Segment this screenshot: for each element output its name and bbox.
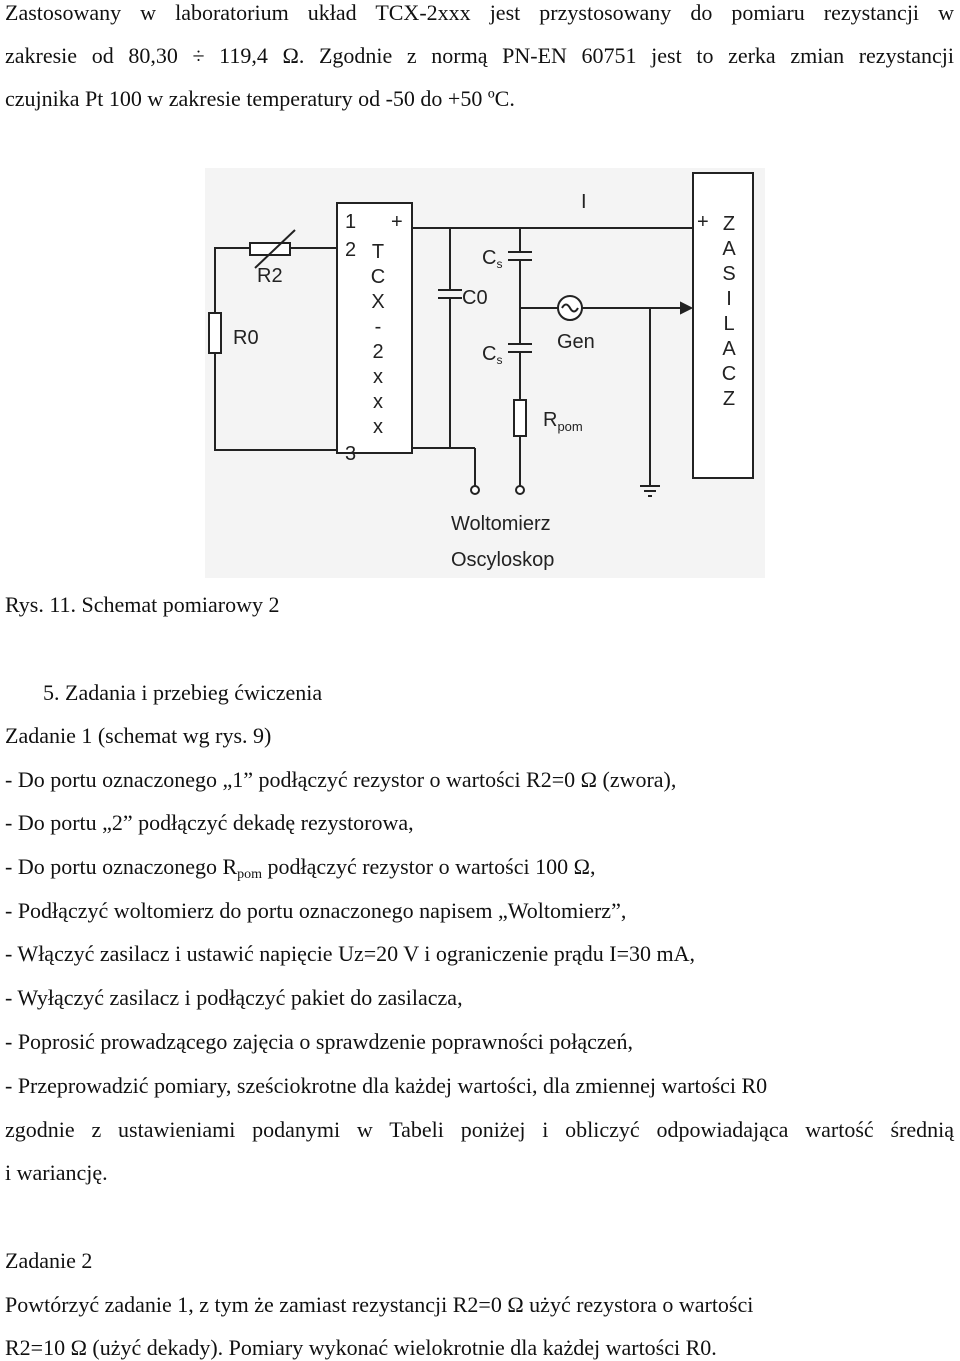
zasilacz-letter: A (722, 238, 736, 260)
task2-line-1: Powtórzyć zadanie 1, z tym że zamiast rezystancji R2=0 Ω użyć rezystora o wartości (5, 1292, 754, 1317)
tcx-letter: - (374, 316, 382, 338)
figure-caption: Rys. 11. Schemat pomiarowy 2 (5, 592, 280, 617)
zasilacz-letter: L (723, 313, 735, 335)
tcx-letter: x (373, 416, 383, 438)
plus-left-label: + (391, 211, 403, 233)
circuit-diagram (205, 168, 765, 578)
plus-right-label: + (697, 211, 709, 233)
tcx-letter: C (370, 266, 386, 288)
rpom-label: $R_{pom}$ (543, 409, 583, 434)
zasilacz-letter: C (721, 363, 737, 385)
zasilacz-letter: A (722, 338, 736, 360)
task1-item-5: - Włączyć zasilacz i ustawić napięcie Uz=20 V i ograniczenie prądu I=30 mA, (5, 941, 696, 966)
task2-title: Zadanie 2 (5, 1248, 93, 1273)
task1-item-1: - Do portu oznaczonego „1” podłączyć rezystor o wartości R2=0 Ω (zwora), (5, 767, 677, 792)
current-label: I (581, 191, 587, 213)
intro-line-3: czujnika Pt 100 w zakresie temperatury od -50 do +50 ºC. (5, 86, 515, 111)
zasilacz-letter: Z (722, 213, 736, 235)
task1-item-8-line2: zgodnie z ustawieniami podanymi w Tabeli poniżej i obliczyć odpowiadająca wartość średnią (5, 1117, 954, 1142)
r0-label: R0 (233, 327, 259, 349)
section-heading: 5. Zadania i przebieg ćwiczenia (43, 680, 323, 705)
task1-item-2: - Do portu „2” podłączyć dekadę rezystorowa, (5, 810, 414, 835)
task1-item-6: - Wyłączyć zasilacz i podłączyć pakiet do zasilacza, (5, 985, 463, 1010)
task1-item-8-line1: - Przeprowadzić pomiary, sześciokrotne dla każdej wartości, dla zmiennej wartości R0 (5, 1073, 768, 1098)
intro-line-2: zakresie od 80,30 ÷ 119,4 Ω. Zgodnie z normą PN-EN 60751 jest to zerka zmian rezystancji (5, 43, 954, 68)
cs-bottom-label: $C_s$ (482, 343, 503, 367)
tcx-letter: X (371, 291, 385, 313)
c0-label: C0 (462, 287, 488, 309)
r0-resistor (209, 313, 221, 353)
oscyloskop-label: Oscyloskop (451, 549, 555, 571)
rpom-resistor (514, 400, 526, 436)
zasilacz-letter: I (726, 288, 732, 310)
tcx-letter: T (371, 241, 385, 263)
tcx-letter: x (373, 391, 383, 413)
port-2-label: 2 (345, 239, 357, 261)
tcx-letter: 2 (372, 341, 384, 363)
intro-line-1: Zastosowany w laboratorium układ TCX-2xxx jest przystosowany do pomiaru rezystancji w (5, 0, 954, 25)
port-1-label: 1 (345, 211, 357, 233)
zasilacz-letter: Z (722, 388, 736, 410)
port-3-label: 3 (345, 443, 357, 465)
woltomierz-label: Woltomierz (451, 513, 551, 535)
zasilacz-letter: S (722, 263, 736, 285)
r2-label: R2 (257, 265, 283, 287)
cs-top-label: $C_s$ (482, 247, 503, 271)
tcx-letter: x (373, 366, 383, 388)
task1-item-7: - Poprosić prowadzącego zajęcia o sprawdzenie poprawności połączeń, (5, 1029, 633, 1054)
task1-item-8-line3: i wariancję. (5, 1160, 108, 1185)
task1-item-3: - Do portu oznaczonego $R_{pom}$ podłączyć rezystor o wartości 100 Ω, (5, 854, 596, 882)
task2-line-2: R2=10 Ω (użyć dekady). Pomiary wykonać wielokrotnie dla każdej wartości R0. (5, 1335, 717, 1360)
task1-title: Zadanie 1 (schemat wg rys. 9) (5, 723, 272, 748)
task1-item-4: - Podłączyć woltomierz do portu oznaczonego napisem „Woltomierz”, (5, 898, 627, 923)
gen-label: Gen (557, 331, 595, 353)
